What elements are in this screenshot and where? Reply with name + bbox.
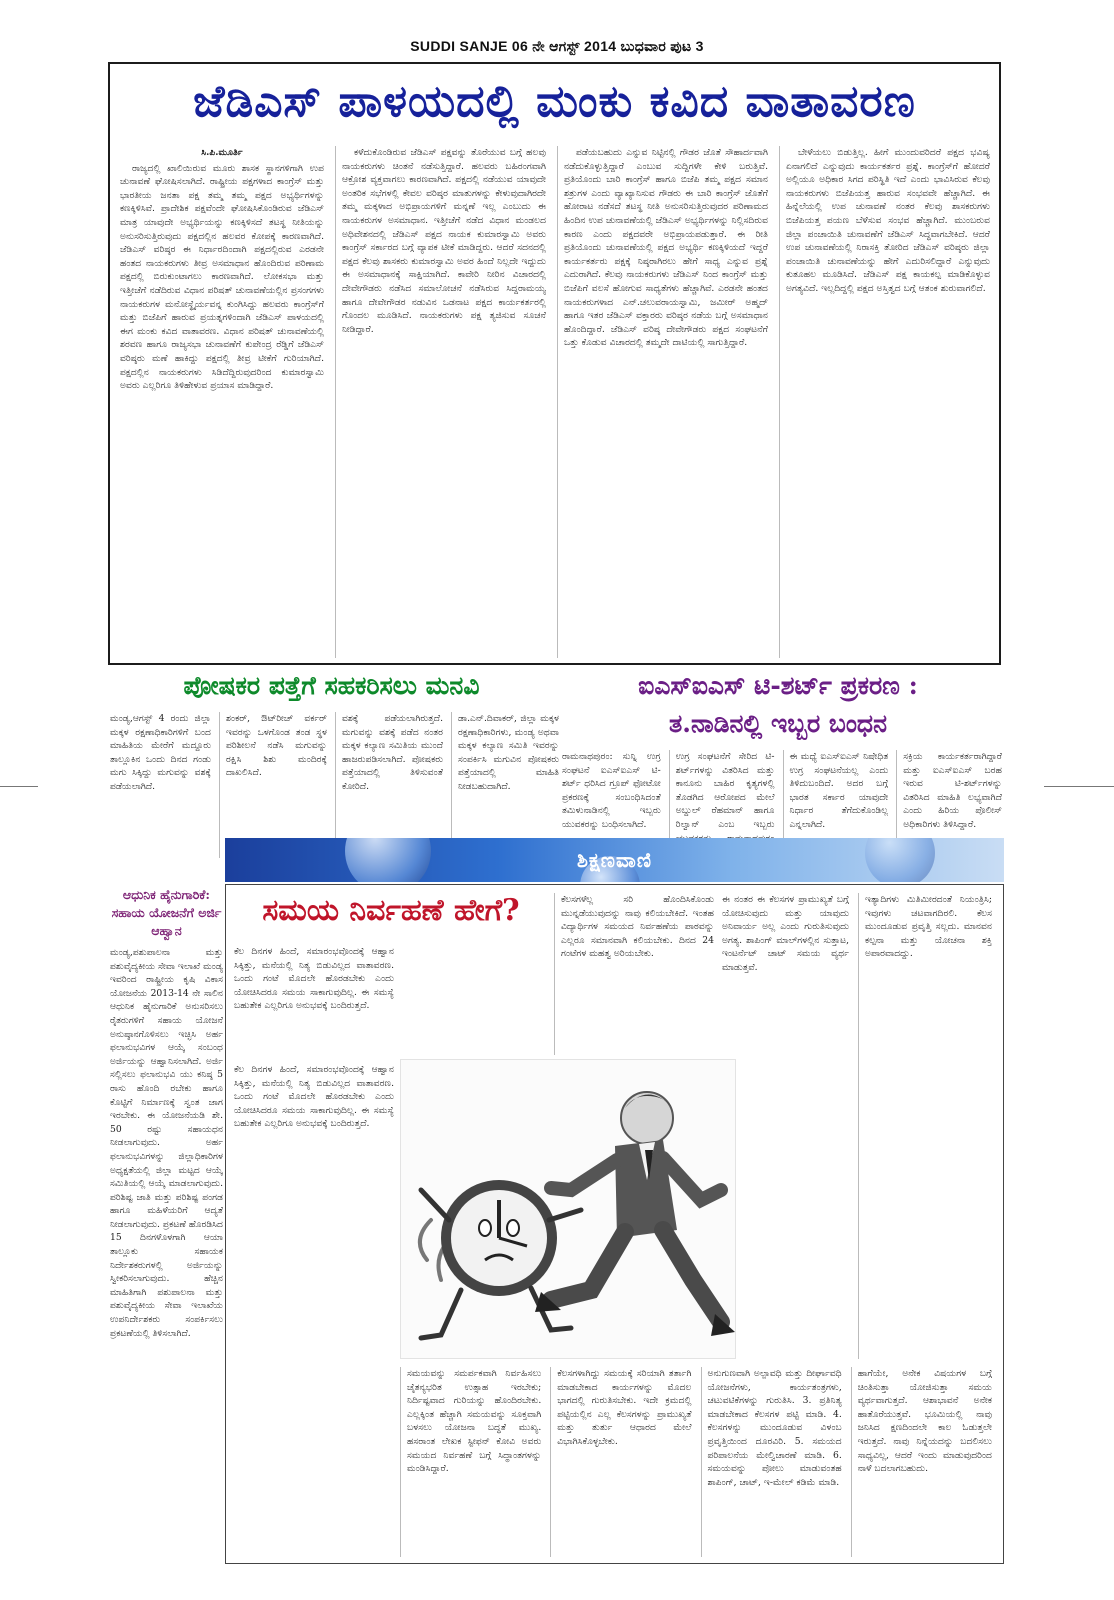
masthead: SUDDI SANJE 06 ನೇ ಆಗಸ್ಟ್ 2014 ಬುಧವಾರ ಪುಟ 3 xyxy=(410,38,704,54)
man-leg xyxy=(551,1232,625,1300)
article-time-upper xyxy=(554,893,714,1055)
article-time-box xyxy=(225,884,1004,1564)
article-isis-col: ಈ ಮಧ್ಯೆ ಐಎಸ್‌ಐಎಸ್ ನಿಷೇಧಿತ ಉಗ್ರ ಸಂಘಟನೆಯಲ್ಲ ಎಂದು ತಿಳಿದುಬಂದಿದೆ. ಅದರ ಬಗ್ಗೆ ಭಾರತ ಸರ್ಕಾರ ಯಾವುದೇ ನಿರ್ಧಾರ ತೆಗೆದುಕೊಂಡಿಲ್ಲ ಎನ್ನಲಾಗಿದೆ. xyxy=(783,750,889,858)
article-time-col: ಅನುಗುಣವಾಗಿ ಅಲ್ಪಾವಧಿ ಮತ್ತು ದೀರ್ಘಾವಧಿ ಯೋಜನೆಗಳು, ಕಾರ್ಯತಂತ್ರಗಳು, ಚಟುವಟಿಕೆಗಳನ್ನು ಗುರುತಿಸಿ. 3. ಪ್ರತಿನಿತ್ಯ ಮಾಡಬೇಕಾದ ಕೆಲಸಗಳ ಪಟ್ಟಿ ಮಾಡಿ. 4. ಕೆಲಸಗಳನ್ನು ಮುಂದೂಡುವ ವಿಳಂಬ ಪ್ರವೃತ್ತಿಯಿಂದ ದೂರವಿರಿ. 5. ಸಮಯದ ಪರಿಪಾಲನೆಯ ಮೇಲ್ವಿಚಾರಣೆ ಮಾಡಿ. 6. ಸಮಯವನ್ನು ಪೋಲು ಮಾಡುವಂತಹ ಶಾಪಿಂಗ್, ಚಾಟ್, ಇ-ಮೇಲ್ ಕಡಿಮೆ ಮಾಡಿ. xyxy=(701,1367,842,1557)
article-isis-headline-line-2: ತ.ನಾಡಿನಲ್ಲಿ ಇಬ್ಬರ ಬಂಧನ xyxy=(669,709,887,738)
article-jds-text: ಕಳೆದುಕೊಂಡಿರುವ ಜೆಡಿಎಸ್ ಪಕ್ಷವನ್ನು ತೊರೆಯುವ ಬಗ್ಗೆ ಹಲವು ನಾಯಕರುಗಳು ಚಿಂತನೆ ನಡೆಸುತ್ತಿದ್ದಾರೆ. ಹಲವರು ಬಹಿರಂಗವಾಗಿ ಆಕ್ರೋಶ ವ್ಯಕ್ತವಾಗಲು ಕಾರಣವಾಗಿದೆ. ಪಕ್ಷದಲ್ಲಿ ನಡೆಯುವ ಯಾವುದೇ ಅಂತರಿಕ ಸಭೆಗಳಲ್ಲಿ ಕೇವಲ ವರಿಷ್ಠರ ಮಾತುಗಳನ್ನು ಕೇಳುವುದಾಗಿರದೇ ತಮ್ಮ ಮಕ್ಕಳಾದ ಅಭಿಪ್ರಾಯಗಳಿಗೆ ಮನ್ನಣೆ ಇಲ್ಲ ಎಂಬುದು ಈ ನಾಯಕರುಗಳ ಅಸಮಾಧಾನ. ಇತ್ತೀಚೆಗೆ ನಡೆದ ವಿಧಾನ ಮಂಡಲದ ಅಧಿವೇಶನದಲ್ಲಿ ಜೆಡಿಎಸ್ ಪಕ್ಷದ ನಾಯಕ ಕುಮಾರಸ್ವಾಮಿ ಅವರು ಕಾಂಗ್ರೆಸ್ ಸರ್ಕಾರದ ಬಗ್ಗೆ ವ್ಯಾಪಕ ಟೀಕೆ ಮಾಡಿದ್ದರು. ಆದರೆ ಸದನದಲ್ಲಿ ಪಕ್ಷದ ಕೆಲವು ಶಾಸಕರು ಕುಮಾರಸ್ವಾಮಿ ಅವರ ಹಿಂದೆ ನಿಲ್ಲದೇ ಇದ್ದುದು ಈ ಅಸಮಾಧಾನಕ್ಕೆ ಸಾಕ್ಷಿಯಾಗಿದೆ. ಕಾವೇರಿ ನೀರಿನ ವಿಚಾರದಲ್ಲಿ ದೇವೇಗೌಡರು ನಡೆಸಿದ ಸಮಾಲೋಚನೆ ನಡೆಸಿರುವ ಸಿದ್ದರಾಮಯ್ಯ ಹಾಗೂ ದೇವೇಗೌಡರ ನಡುವಿನ ಒಡನಾಟ ಪಕ್ಷದ ಕಾರ್ಯಕರ್ತರಲ್ಲಿ ಗೊಂದಲ ಮೂಡಿಸಿದೆ. ನಾಯಕರುಗಳು ಪಕ್ಷ ತ್ಯಜಿಸುವ ಸೂಚನೆ ನೀಡಿದ್ದಾರೆ. xyxy=(342,147,546,335)
article-time-col: ಕೆಲಸಗಳಾಗಿದ್ದು ಸಮಯಕ್ಕೆ ಸರಿಯಾಗಿ ತರ್ತಾಗಿ ಮಾಡಬೇಕಾದ ಕಾರ್ಯಗಳನ್ನು ಮೊದಲ ಭಾಗದಲ್ಲಿ ಗುರುತಿಸಬೇಕು. ಇದೇ ಕ್ರಮದಲ್ಲಿ ಪಟ್ಟಿಯಲ್ಲಿನ ಎಲ್ಲ ಕೆಲಸಗಳನ್ನು ಪ್ರಾಮುಖ್ಯತೆ ಮತ್ತು ತುರ್ತು ಆಧಾರದ ಮೇಲೆ ವಿಭಾಗಿಸಿಕೊಳ್ಳಬೇಕು. xyxy=(550,1367,691,1557)
article-time-intro xyxy=(234,945,394,1055)
article-jds-text: ರಾಜ್ಯದಲ್ಲಿ ಖಾಲಿಯಿರುವ ಮೂರು ಶಾಸಕ ಸ್ಥಾನಗಳಿಗಾಗಿ ಉಪ ಚುನಾವಣೆ ಘೋಷಿಸಲಾಗಿದೆ. ರಾಷ್ಟ್ರೀಯ ಪಕ್ಷಗಳಾದ ಕಾಂಗ್ರೆಸ್ ಮತ್ತು ಭಾರತೀಯ ಜನತಾ ಪಕ್ಷ ತಮ್ಮ ತಮ್ಮ ಪಕ್ಷದ ಅಭ್ಯರ್ಥಿಗಳನ್ನು ಕಣಕ್ಕಿಳಿಸಿವೆ. ಪ್ರಾದೇಶಿಕ ಪಕ್ಷವೆಂದೇ ಘೋಷಿಸಿಕೊಂಡಿರುವ ಜೆಡಿಎಸ್ ಮಾತ್ರ ಯಾವುದೇ ಅಭ್ಯರ್ಥಿಯನ್ನು ಕಣಕ್ಕಿಳಿಸದೆ ತಟಸ್ಥ ನೀತಿಯನ್ನು ಅನುಸರಿಸುತ್ತಿರುವುದು ಪಕ್ಷದಲ್ಲಿನ ಹಲವರ ಕೋಪಕ್ಕೆ ಕಾರಣವಾಗಿದೆ. ಜೆಡಿಎಸ್ ವರಿಷ್ಠರ ಈ ನಿರ್ಧಾರದಿಂದಾಗಿ ಪಕ್ಷದಲ್ಲಿರುವ ಎರಡನೇ ಹಂತದ ನಾಯಕರುಗಳು ತೀವ್ರ ಅಸಮಾಧಾನ ಹೊಂದಿರುವ ಪರಿಣಾಮ ಪಕ್ಷದಲ್ಲಿ ಬಿರುಕುಂಟಾಗಲು ಕಾರಣವಾಗಿದೆ. ಲೋಕಸಭಾ ಮತ್ತು ಇತ್ತೀಚೆಗೆ ನಡೆದಿರುವ ವಿಧಾನ ಪರಿಷತ್ ಚುನಾವಣೆಯಲ್ಲಿನ ಪ್ರಸಂಗಗಳು ನಾಯಕರುಗಳ ಮನೋಸ್ಥೈರ್ಯವನ್ನ ಕುಂಗಿಸಿದ್ದು ಹಲವರು ಕಾಂಗ್ರೆಸ್‌ಗೆ ಮತ್ತು ಬಿಜೆಪಿಗೆ ಹಾರುವ ಪ್ರಯತ್ನಗಳಿಂದಾಗಿ ಜೆಡಿಎಸ್ ಪಾಳಯದಲ್ಲಿ ಈಗ ಮಂಕು ಕವಿದ ವಾತಾವರಣ. ವಿಧಾನ ಪರಿಷತ್ ಚುನಾವಣೆಯಲ್ಲಿ ಶರವಣ ಹಾಗೂ ರಾಜ್ಯಸಭಾ ಚುನಾವಣೆಗೆ ಕುಪೇಂದ್ರ ರೆಡ್ಡಿಗೆ ಜೆಡಿಎಸ್ ವರಿಷ್ಠರು ಮಣೆ ಹಾಕಿದ್ದು ಪಕ್ಷದಲ್ಲಿ ತೀವ್ರ ಟೀಕೆಗೆ ಗುರಿಯಾಗಿದೆ. ಪಕ್ಷದಲ್ಲಿನ ನಾಯಕರುಗಳು ಸಿಡಿದೆದ್ದಿರುವುದರಿಂದ ಕುಮಾರಸ್ವಾಮಿ ಅವರು ಎಲ್ಲರಿಗೂ ತಿಳಿಹೇಳುವ ಪ್ರಯಾಸ ಮಾಡಿದ್ದಾರೆ. xyxy=(120,162,324,392)
article-time-lower xyxy=(400,1367,992,1557)
article-time-col: ಕೆಲಸಗಳೆಲ್ಲ ಸರಿ ಹೊಂದಿಸಿಕೊಂಡು ಮುನ್ನಡೆಯುವುದನ್ನು ನಾವು ಕಲಿಯಬೇಕಿದೆ. ಇಂತಹ ವಿದ್ಯಾರ್ಥಿಗಳ ಸಮಯದ ನಿರ್ವಹಣೆಯ ಪಾಠವನ್ನು ಎಲ್ಲರೂ ಸಮಾನವಾಗಿ ಕಲಿಯಬೇಕು. ದಿನದ 24 ಗಂಟೆಗಳ ಮಹತ್ವ ಅರಿಯಬೇಕು. xyxy=(554,893,714,1055)
clock-eye xyxy=(507,1220,519,1236)
article-jds-col-1 xyxy=(120,146,324,658)
article-time-col: ಕೆಲ ದಿನಗಳ ಹಿಂದೆ, ಸಮಾರಂಭವೊಂದಕ್ಕೆ ಆಹ್ವಾನ ಸಿಕ್ಕಿತ್ತು, ಮನೆಯಲ್ಲಿ ನಿತ್ಯ ಬಿಡುವಿಲ್ಲದ ವಾತಾವರಣ. ಒಂದು ಗಂಟೆ ಮೊದಲೇ ಹೊರಡಬೇಕು ಎಂದು ಯೋಚಿಸಿದರೂ ಸಮಯ ಸಾಕಾಗುವುದಿಲ್ಲ. ಈ ಸಮಸ್ಯೆ ಬಹುತೇಕ ಎಲ್ಲರಿಗೂ ಅನುಭವಕ್ಕೆ ಬಂದಿರುತ್ತದೆ. xyxy=(234,1064,394,1130)
article-parents-col: ಶಂಕರ್, ಔಟ್‌ರೀಚ್ ವರ್ಕರ್ ಇವರನ್ನು ಒಳಗೊಂಡ ತಂಡ ಸ್ಥಳ ಪರಿಶೀಲನೆ ನಡೆಸಿ ಮಗುವನ್ನು ರಕ್ಷಿಸಿ ಶಿಶು ಮಂದಿರಕ್ಕೆ ದಾಖಲಿಸಿದೆ. xyxy=(219,712,327,858)
article-dairy-sidebar xyxy=(110,886,223,1561)
article-isis-col: ಸಕ್ರಿಯ ಕಾರ್ಯಕರ್ತರಾಗಿದ್ದಾರೆ ಮತ್ತು ಐಎಸ್‌ಐಎಸ್ ಬರಹ ಇರುವ ಟಿ-ಶರ್ಟ್‌ಗಳನ್ನು ವಿತರಿಸಿದ ಮಾಹಿತಿ ಲಭ್ಯವಾಗಿದೆ ಎಂದು ಹಿರಿಯ ಪೊಲೀಸ್ ಅಧಿಕಾರಿಗಳು ತಿಳಿಸಿದ್ದಾರೆ. xyxy=(896,750,1002,858)
article-isis-col: ಉಗ್ರ ಸಂಘಟನೆಗೆ ಸೇರಿದ ಟಿ-ಶರ್ಟ್‌ಗಳನ್ನು ವಿತರಿಸಿದ ಮತ್ತು ಕಾನೂನು ಬಾಹಿರ ಕೃತ್ಯಗಳಲ್ಲಿ ತೊಡಗಿದ ಆರೋಪದ ಮೇಲೆ ಅಬ್ದುಲ್ ರೆಹಮಾನ್ ಹಾಗೂ ರಿಲ್ವಾನ್ ಎಂಬ ಇಬ್ಬರು xyxy=(669,750,775,858)
article-jds-text: ಪಡೆಯಬಹುದು ಎನ್ನುವ ನಿಟ್ಟಿನಲ್ಲಿ ಗೌಡರ ಜೊತೆ ಸೌಹಾರ್ದವಾಗಿ ನಡೆದುಕೊಳ್ಳುತ್ತಿದ್ದಾರೆ ಎಂಬುವ ಸುದ್ದಿಗಳೇ ಕೇಳಿ ಬರುತ್ತಿವೆ. ಪ್ರತಿಯೊಂದು ಬಾರಿ ಕಾಂಗ್ರೆಸ್ ಹಾಗೂ ಬಿಜೆಪಿ ತಮ್ಮ ಪಕ್ಷದ ಸಮಾನ ಶತ್ರುಗಳ ಎಂದು ವ್ಯಾಖ್ಯಾನಿಸುವ ಗೌಡರು ಈ ಬಾರಿ ಕಾಂಗ್ರೆಸ್ ಜೊತೆಗೆ ಹೋರಾಟ ನಡೆಸದೆ ತಟಸ್ಥ ನೀತಿ ಅನುಸರಿಸುತ್ತಿರುವುದರ ಪರಿಣಾಮದ ಹಿಂದಿನ ಉಪ ಚುನಾವಣೆಯಲ್ಲಿ ಜೆಡಿಎಸ್ ಅಭ್ಯರ್ಥಿಗಳನ್ನು ನಿಲ್ಲಿಸದಿರುವ ಕಾರಣ ಎಂದು ಪಕ್ಷದವರೇ ಅಭಿಪ್ರಾಯಪಡುತ್ತಾರೆ. ಈ ರೀತಿ ಪ್ರತಿಯೊಂದು ಚುನಾವಣೆಯಲ್ಲಿ ಪಕ್ಷದ ಅಭ್ಯರ್ಥಿ ಕಣಕ್ಕಿಳಿಯದೆ ಇದ್ದರೆ ಕಾರ್ಯಕರ್ತರು ಪಕ್ಷಕ್ಕೆ ನಿಷ್ಠರಾಗಿರಲು ಹೇಗೆ ಸಾಧ್ಯ ಎನ್ನುವ ಪ್ರಶ್ನೆ ಎದುರಾಗಿದೆ. ಕೆಲವು ನಾಯಕರುಗಳು ಜೆಡಿಎಸ್ ನಿಂದ ಕಾಂಗ್ರೆಸ್ ಮತ್ತು ಬಿಜೆಪಿಗೆ ವಲಸೆ ಹೋಗುವ ಸಾಧ್ಯತೆಗಳು ಹೆಚ್ಚಾಗಿವೆ. ಎರಡನೇ ಹಂತದ ನಾಯಕರುಗಳಾದ ಎನ್.ಚಲುವರಾಯಸ್ವಾಮಿ, ಜಮೀರ್ ಅಹ್ಮದ್ ಹಾಗೂ ಇತರ ಜೆಡಿಎಸ್ ವಕ್ತಾರರು ವರಿಷ್ಠರ ನಡೆಯ ಬಗ್ಗೆ ಅಸಮಾಧಾನ ಹೊಂದಿದ್ದಾರೆ. ಜೆಡಿಎಸ್ ವರಿಷ್ಠ ದೇವೇಗೌಡರು ಪಕ್ಷದ ಸಂಘಟನೆಗೆ ಒತ್ತು ಕೊಡುವ ವಿಚಾರದಲ್ಲಿ ತಮ್ಮದೇ ದಾಟಿಯಲ್ಲಿ ಸಾಗುತ್ತಿದ್ದಾರೆ. xyxy=(564,147,768,349)
section-banner-title: ಶಿಕ್ಷಣವಾಣಿ xyxy=(576,848,653,872)
article-jds-columns xyxy=(120,146,990,658)
article-parents-col: ಮಂಡ್ಯ,ಆಗಸ್ಟ್ 4 ರಂದು ಜಿಲ್ಲಾ ಮಕ್ಕಳ ರಕ್ಷಣಾಧಿಕಾರಿಗಳಿಗೆ ಬಂದ ಮಾಹಿತಿಯ ಮೇರೆಗೆ ಮದ್ದೂರು ತಾಲ್ಲೂಕಿನ ಒಂದು ದಿನದ ಗಂಡು ಮಗು ಸಿಕ್ಕಿದ್ದು ಮಗುವನ್ನು ವಶಕ್ಕೆ ಪಡೆಯಲಾಗಿದೆ. xyxy=(110,713,211,792)
article-time-right-top xyxy=(722,893,992,1359)
article-dairy-headline: ಆಧುನಿಕ ಹೈನುಗಾರಿಕೆ: ಸಹಾಯ ಯೋಜನೆಗೆ ಅರ್ಜಿ ಆಹ್ವಾನ xyxy=(111,887,222,938)
article-time-col: ಹಾಗೆಯೇ, ಅನೇಕ ವಿಷಯಗಳ ಬಗ್ಗೆ ಚಿಂತಿಸುತ್ತಾ ಯೋಜಿಸುತ್ತಾ ಸಮಯ ವ್ಯರ್ಥವಾಗುತ್ತದೆ. ಆಶಾಭಾವನೆ ಅನೇಕ ಹಾತೊರೆಯುತ್ತವೆ. ಭೂಮಿಯಲ್ಲಿ ನಾವು ಜನಿಸಿದ ಕ್ಷಣದಿಂದಲೇ ಕಾಲ ಓಡುತ್ತಲೇ ಇರುತ್ತದೆ. ನಾವು ನಿನ್ನೆಯದನ್ನು ಬದಲಿಸಲು ಸಾಧ್ಯವಿಲ್ಲ, ಆದರೆ ಇಂದು ಮಾಡುವುದರಿಂದ ನಾಳೆ ಬದಲಾಗಬಹುದು. xyxy=(851,1367,992,1557)
article-jds-col-3 xyxy=(557,146,768,658)
man-arm xyxy=(551,1160,617,1190)
article-jds-col-4 xyxy=(779,146,990,658)
article-jds-text: ಬೇಳೆಯಲು ಬಿಡುತ್ತಿಲ್ಲ. ಹೀಗೆ ಮುಂದುವರಿದರೆ ಪಕ್ಷದ ಭವಿಷ್ಯ ಏನಾಗಲಿದೆ ಎನ್ನುವುದು ಕಾರ್ಯಕರ್ತರ ಪ್ರಶ್ನೆ. ಕಾಂಗ್ರೆಸ್‌ಗೆ ಹೋದರೆ ಅಲ್ಲಿಯೂ ಅಧಿಕಾರ ಸಿಗದ ಪರಿಸ್ಥಿತಿ ಇದೆ ಎಂದು ಭಾವಿಸಿರುವ ಕೆಲವು ನಾಯಕರುಗಳು ಬಿಜೆಪಿಯತ್ತ ಹಾರುವ ಸಂಭವವೇ ಹೆಚ್ಚಾಗಿದೆ. ಈ ಹಿನ್ನೆಲೆಯಲ್ಲಿ ಉಪ ಚುನಾವಣೆ ನಂತರ ಕೆಲವು ಶಾಸಕರುಗಳು ಬಿಜೆಪಿಯತ್ತ ಪಯಣ ಬೆಳೆಸುವ ಸಂಭವ ಹೆಚ್ಚಾಗಿದೆ. ಮುಂಬರುವ ಜಿಲ್ಲಾ ಪಂಚಾಯಿತಿ ಚುನಾವಣೆಗೆ ಜೆಡಿಎಸ್ ಸಿದ್ಧವಾಗಬೇಕಿದೆ. ಆದರೆ ಉಪ ಚುನಾವಣೆಯಲ್ಲಿ ನಿರಾಸಕ್ತಿ ತೋರಿದ ಜೆಡಿಎಸ್ ವರಿಷ್ಠರು ಜಿಲ್ಲಾ ಪಂಚಾಯಿತಿ ಚುನಾವಣೆಯನ್ನು ಹೇಗೆ ಎದುರಿಸಲಿದ್ದಾರೆ ಎನ್ನುವುದು ಕುತೂಹಲ ಮೂಡಿಸಿದೆ. ಜೆಡಿಎಸ್ ಪಕ್ಷ ಕಾಯಕಲ್ಪ ಮಾಡಿಕೊಳ್ಳುವ ಅಗತ್ಯವಿದೆ. ಇಲ್ಲದಿದ್ದಲ್ಲಿ ಪಕ್ಷದ ಅಸ್ತಿತ್ವದ ಬಗ್ಗೆ ಆತಂಕ ಶುರುವಾಗಲಿದೆ. xyxy=(786,147,990,294)
article-isis-headline xyxy=(555,667,1001,743)
fold-mark-left xyxy=(0,786,38,787)
article-dairy-text: ಮಂಡ್ಯ,ಪಶುಪಾಲನಾ ಮತ್ತು ಪಶುವೈದ್ಯಕೀಯ ಸೇವಾ ಇಲಾಖೆ ಮಂಡ್ಯ ಇವರಿಂದ ರಾಷ್ಟ್ರೀಯ ಕೃಷಿ ವಿಕಾಸ ಯೋಜನೆಯ 2013-14 ನೇ ಸಾಲಿನ ಆಧುನಿಕ ಹೈನುಗಾರಿಕೆ ಅನುಸರಿಸಲು ರೈತರುಗಳಿಗೆ ಸಹಾಯ ಯೋಜನೆ ಅನುಷ್ಠಾನಗೊಳಿಸಲು ಇಚ್ಛಿಸಿ ಅರ್ಹ ಫಲಾನುಭವಿಗಳ ಆಯ್ಕೆ ಸಂಬಂಧ ಅರ್ಜಿಯನ್ನು ಆಹ್ವಾನಿಸಲಾಗಿದೆ. ಅರ್ಜಿ ಸಲ್ಲಿಸಲು ಫಲಾನುಭವಿ ಯು ಕನಿಷ್ಠ 5 ರಾಸು ಹೊಂದಿ ರಬೇಕು ಹಾಗೂ ಕೊಟ್ಟಿಗೆ ನಿರ್ಮಾಣಕ್ಕೆ ಸ್ವಂತ ಜಾಗ ಇರಬೇಕು. ಈ ಯೋಜನೆಯಡಿ ಶೇ. 50 ರಷ್ಟು ಸಹಾಯಧನ ನೀಡಲಾಗುವುದು. ಅರ್ಹ ಫಲಾನುಭವಿಗಳನ್ನು ಜಿಲ್ಲಾಧಿಕಾರಿಗಳ ಅಧ್ಯಕ್ಷತೆಯಲ್ಲಿ ಜಿಲ್ಲಾ ಮಟ್ಟದ ಆಯ್ಕೆ ಸಮಿತಿಯಲ್ಲಿ ಆಯ್ಕೆ ಮಾಡಲಾಗುವುದು. ಪರಿಶಿಷ್ಟ ಜಾತಿ ಮತ್ತು ಪರಿಶಿಷ್ಟ ಪಂಗಡ ಹಾಗೂ ಮಹಿಳೆಯರಿಗೆ ಆದ್ಯತೆ ನೀಡಲಾಗುವುದು. ಪ್ರಕಟಣೆ ಹೊರಡಿಸಿದ 15 ದಿನಗಳೊಳಗಾಗಿ ಆಯಾ ತಾಲ್ಲೂಕು ಸಹಾಯಕ ನಿರ್ದೇಶಕರುಗಳಲ್ಲಿ ಅರ್ಜಿಯನ್ನು ಸ್ವೀಕರಿಸಲಾಗುವುದು. ಹೆಚ್ಚಿನ ಮಾಹಿತಿಗಾಗಿ ಪಶುಪಾಲನಾ ಮತ್ತು ಪಶುವೈದ್ಯಕೀಯ ಸೇವಾ ಇಲಾಖೆಯ ಉಪನಿರ್ದೇಶಕರು ಸಂಪರ್ಕಿಸಲು ಪ್ರಕಟಣೆಯಲ್ಲಿ ತಿಳಿಸಲಾಗಿದೆ. xyxy=(110,947,223,1339)
man-head xyxy=(621,1092,673,1144)
clock-chase-illustration xyxy=(401,1060,737,1360)
article-time-col: ಕೆಲ ದಿನಗಳ ಹಿಂದೆ, ಸಮಾರಂಭವೊಂದಕ್ಕೆ ಆಹ್ವಾನ ಸಿಕ್ಕಿತ್ತು, ಮನೆಯಲ್ಲಿ ನಿತ್ಯ ಬಿಡುವಿಲ್ಲದ ವಾತಾವರಣ. ಒಂದು ಗಂಟೆ ಮೊದಲೇ ಹೊರಡಬೇಕು ಎಂದು ಯೋಚಿಸಿದರೂ ಸಮಯ ಸಾಕಾಗುವುದಿಲ್ಲ. ಈ ಸಮಸ್ಯೆ ಬಹುತೇಕ ಎಲ್ಲರಿಗೂ ಅನುಭವಕ್ಕೆ ಬಂದಿರುತ್ತದೆ. xyxy=(234,946,394,1012)
article-parents-body xyxy=(110,712,559,858)
article-time-col: ಇತ್ಯಾದಿಗಳು ಮಿತಿಮೀರದಂತೆ ನಿಯಂತ್ರಿಸಿ; ಇವುಗಳು ಚಟವಾಗದಿರಲಿ. ಕೆಲಸ ಮುಂದೂಡುವ ಪ್ರವೃತ್ತಿ ಸಲ್ಲದು. ಮಾನವನ ಕಲ್ಪನಾ ಮತ್ತು ಯೋಚನಾ ಶಕ್ತಿ ಅಪಾರವಾದದ್ದು. xyxy=(858,893,992,1359)
article-jds-headline: ಜೆಡಿಎಸ್ ಪಾಳಯದಲ್ಲಿ ಮಂಕು ಕವಿದ ವಾತಾವರಣ xyxy=(193,75,916,127)
article-parents-col: ವಶಕ್ಕೆ ಪಡೆಯಲಾಗಿರುತ್ತದೆ. ಮಗುವನ್ನು ವಶಕ್ಕೆ ಪಡೆದ ನಂತರ ಮಕ್ಕಳ ಕಲ್ಯಾಣ ಸಮಿತಿಯ ಮುಂದೆ ಹಾಜರುಪಡಿಸಲಾಗಿದೆ. ಪೋಷಕರು ಪತ್ತೆಯಾದಲ್ಲಿ ತಿಳಿಸುವಂತೆ ಕೋರಿದೆ. xyxy=(335,712,443,858)
man-leg xyxy=(663,1230,721,1322)
article-jds-box xyxy=(108,62,1001,665)
article-time-headline: ಸಮಯ ನಿರ್ವಹಣೆ ಹೇಗೆ? xyxy=(262,893,520,928)
article-jds-col-2 xyxy=(335,146,546,658)
section-banner xyxy=(225,838,1004,882)
man-arm xyxy=(663,1158,721,1200)
article-parents-headline: ಪೋಷಕರ ಪತ್ತೆಗೆ ಸಹಕರಿಸಲು ಮನವಿ xyxy=(183,671,480,700)
article-parents-col: ಡಾ.ಎನ್.ದಿವಾಕರ್, ಜಿಲ್ಲಾ ಮಕ್ಕಳ ರಕ್ಷಣಾಧಿಕಾರಿಗಳು, ಮಂಡ್ಯ ಅಥವಾ ಮಕ್ಕಳ ಕಲ್ಯಾಣ ಸಮಿತಿ ಇವರನ್ನು ಸಂಪರ್ಕಿಸಿ ಮಗುವಿನ ಪೋಷಕರು ಪತ್ತೆಯಾದಲ್ಲಿ ಮಾಹಿತಿ ನೀಡಬಹುದಾಗಿದೆ. xyxy=(451,712,559,858)
article-isis-headline-line-1: ಐಎಸ್‌ಐಎಸ್ ಟಿ-ಶರ್ಟ್ ಪ್ರಕರಣ : xyxy=(638,671,918,700)
illustration-man-chasing-clock xyxy=(400,1059,736,1359)
article-time-col: ಈ ನಂತರ ಈ ಕೆಲಸಗಳ ಪ್ರಾಮುಖ್ಯತೆ ಬಗ್ಗೆ ಯೋಚಿಸುವುದು ಮತ್ತು ಯಾವುದು ಅನಿವಾರ್ಯ ಅಲ್ಲ ಎಂದು ಗುರುತಿಸುವುದು ಅಗತ್ಯ. ಶಾಪಿಂಗ್ ಮಾಲ್‌ಗಳಲ್ಲಿನ ಸುತ್ತಾಟ, ಇಂಟರ್ನೆಟ್ ಚಾಟ್ ಸಮಯ ವ್ಯರ್ಥ ಮಾಡುತ್ತವೆ. xyxy=(722,894,849,973)
article-parents-columns xyxy=(110,712,559,858)
fold-mark-right xyxy=(1044,786,1114,787)
article-time-left xyxy=(234,1063,394,1555)
article-isis-col: ರಾಮನಾಥಪುರಂ: ಸುನ್ನಿ ಉಗ್ರ ಸಂಘಟನೆ ಐಎಸ್‌ಐಎಸ್ ಟಿ-ಶರ್ಟ್ ಧರಿಸಿದ ಗ್ರೂಪ್ ಫೋಟೋ ಪ್ರಕರಣಕ್ಕೆ ಸಂಬಂಧಿಸಿದಂತೆ ತಮಿಳುನಾಡಿನಲ್ಲಿ ಇಬ್ಬರು ಯುವಕರನ್ನು ಬಂಧಿಸಲಾಗಿದೆ. xyxy=(562,751,661,830)
article-jds-byline: ಸಿ.ಪಿ.ಮೂರ್ತಿ xyxy=(201,147,243,158)
article-time-col: ಸಮಯವನ್ನು ಸಮರ್ಪಕವಾಗಿ ನಿರ್ವಹಿಸಲು ಚೈತನ್ಯಭರಿತ ಉತ್ಸಾಹ ಇರಬೇಕು; ನಿರ್ದಿಷ್ಟವಾದ ಗುರಿಯನ್ನು ಹೊಂದಿರಬೇಕು. ಎಲ್ಲಕ್ಕಿಂತ ಹೆಚ್ಚಾಗಿ ಸಮಯವನ್ನು ಸೂಕ್ತವಾಗಿ ಬಳಸಲು ಯೋಜನಾ ಬದ್ಧತೆ ಮುಖ್ಯ. ಹಸರಾಂತ ಲೇಖಕ ಸ್ಟೀಫನ್ ಕೋವಿ ಅವರು ಸಮಯದ ನಿರ್ವಹಣೆ ಬಗ್ಗೆ ಸಿದ್ಧಾಂತಗಳನ್ನು ಮಂಡಿಸಿದ್ದಾರೆ. xyxy=(400,1367,541,1557)
clock-eye xyxy=(479,1220,491,1236)
